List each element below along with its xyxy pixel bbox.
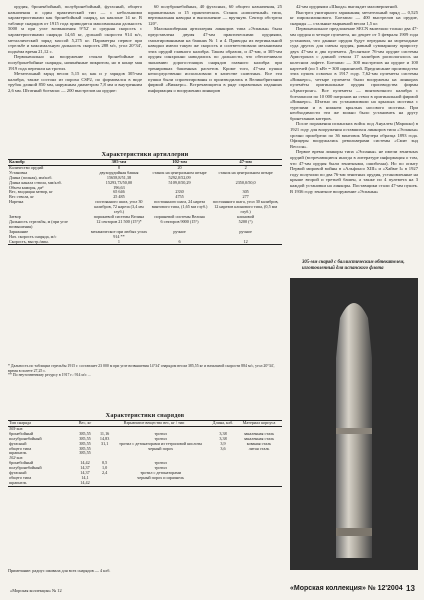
table-cell: 196,63: [113, 184, 125, 190]
table-cell: закаленная сталь: [243, 435, 275, 441]
table-cell: фугасный: [9, 470, 27, 476]
table-cell: 6: [150, 240, 209, 245]
footer-right: «Морская коллекция» № 12'2004: [290, 585, 403, 592]
table-row: [8, 240, 282, 245]
paragraph: Первое время линкоры типа «Эспанья» не имели зенитных орудий (встречающиеся иногда в литературе информация о том, что 47-мм орудия были зенитными, ошибочна). Но по опыту Первой мировой войны в «Альфонсо XIII» и «Хайме I» в 1927 году получили по два 76-мм зенитных орудия, установленные на крыше второй и третьей башен, а также по 4 пулемета на 3 каждой установки на линкоры. Поставщики стали 47-мм пушек. В 1936 году зенитное вооружение «Эспанья»: [290, 149, 418, 194]
table-cell: 3,38: [219, 430, 227, 436]
table-cell: 14,37: [80, 470, 90, 476]
table-cell: бронебойный: [9, 430, 34, 436]
table-cell: тротил с детонаторами: [140, 470, 181, 476]
table-cell: тротил с детонаторами из тетриловой кислоты: [119, 440, 203, 446]
table-cell: 15658,8/51,38: [106, 174, 132, 180]
table-cell: ручное: [239, 228, 252, 234]
table-cell: тротил: [154, 465, 167, 471]
table-cell: 12 секторов 21 500 (15°)*: [96, 218, 142, 224]
table-cell: 385,55: [79, 430, 91, 436]
paragraph: Малокалиберная артиллерия линкоров типа «Эспанья» была представлена двумя 47-мм практическими орудиями, смонтированными на башнях № 1 и 4. Приводы их вертикальной наводки имели такую же скорость и соответствовали механизмам этих орудий главного калибра. Таким образом, и 47-мм, и 305-мм орудия синхронно наводились по дальности, что обеспечивало экономию дорогостоящих снарядов главного калибра при тренировках башенных расчетов. Кроме того, 47-мм пушки непосредственно использовали в качестве салютных. Все эти пушки были спроектированы и производились в Великобритании фирмой «Виккерс». Встречающиеся в ряде справочных изданиях информация о вооружении линкоров: [148, 26, 282, 93]
table-cell: 385,55: [79, 440, 91, 446]
table-cell: поршневой системы Велина: [154, 213, 205, 219]
page-number: 13: [406, 584, 415, 593]
table-cell: Установка: [9, 169, 28, 175]
footer-left: «Морская коллекция» № 12: [10, 588, 62, 593]
table-cell: полубронебойный: [9, 465, 42, 471]
table-row: [8, 200, 282, 215]
table-cell: Нач. скорость снаряда, м/с: [9, 233, 57, 239]
paragraph: Метательный заряд весом 5,15 кг, как и у зарядов 305-мм калибра, также состоял из пороха CSP2, по формовался в виде трубок длиной 850 мм, наружным диаметром 7,8 мм и внутренним 2,6 мм. Штатный боезапас — 200 выстрелов на орудие:: [8, 71, 142, 93]
table-cell: постоянного шага, 24 нареза винтового типа, (1,65 мм глуб.): [151, 199, 208, 210]
photo-caption: 305-мм снаряд с баллистическим обтекателем, изготовленный для испанского флота: [302, 260, 405, 271]
table-cell: механическое при любых углах: [90, 228, 148, 234]
paragraph: 42-мм орудиями «Шкода» выглядит маловероятной.: [296, 4, 398, 9]
table-header: Взрывчатое вещество вес, кг / тип: [98, 421, 210, 427]
table-cell: 2,4: [102, 470, 108, 476]
footnote: * Дальность по таблицам стрельбы 1915 г. составляет 23 000 м при угле возвышения 14°34' снарядом весом 385,55 кг и начальной скорости 884 м/с, угол 20°34', время в полете 27,25 с.: [8, 364, 275, 373]
table-cell: Объем каморы, дм³: [9, 184, 44, 190]
table-header: Калибр: [8, 160, 88, 166]
table-cell: 3,9: [220, 440, 226, 446]
table-cell: фугасный: [9, 440, 27, 446]
table-footnotes: [8, 364, 282, 378]
group-label: 305-мм:: [9, 425, 24, 431]
table-cell: поршневой системы Велина: [93, 213, 145, 219]
table-cell: 1: [88, 240, 150, 245]
table-cell: тротил: [154, 435, 167, 441]
table-cell: общего типа: [9, 445, 32, 451]
table-cell: 12: [209, 240, 282, 245]
table-cell: 3,38: [219, 435, 227, 441]
table-cell: Затвор: [9, 213, 21, 219]
paragraph: После поражения испанских войск под Ануалем (Марокко) в 1921 году для вооружения оставшихся линкоров типа «Эспанья» срочно приобрели по 36 винтовок Маузера образца 1893 года. Офицеры вооружались револьверами системы «Смит энд Вессон».: [290, 121, 418, 149]
table-cell: [111, 481, 210, 486]
table-cell: [236, 481, 282, 486]
table-cell: полубронебойный: [9, 435, 42, 441]
table-cell: постоянного шага, угол 30 калибров, 72 нареза (3,4 мм глуб.): [94, 199, 144, 215]
table-cell: Нарезка: [9, 199, 24, 205]
table-cell: 5200 (°): [238, 218, 253, 224]
table-cell: 20: [177, 164, 182, 170]
table-cell: 14,37: [80, 465, 90, 471]
table-cell: 3,6: [220, 445, 226, 451]
shell-illustration: [290, 278, 418, 570]
paragraph: Первоначальное предложение SECN включало только два 47-мм орудия и четыре пулемета, но декрет от 5 февраля 1909 года установил, что данные орудия будут переданы на мореходные суда других для смены орудия, равный суммарному приросту двух 47-мм и два пулемета. Десантное 76-мм орудие системы Армстронга с длиной ствола 17 калибров располагалось на колесном лафете. Боезапас — 300 выстрелов на орудие и 100 картечей (по 5 кВт = 300 шрапнелей. Предписание производство этих пушек освоено в 1917 году. 7,62-мм пулеметы системы «Виккерс», четыре пулемета были вооружены на линкорах пулемёты оригинальные орудия производства фирмы «Армстронг». Все пулеметы — винтовочного калибра с боезапасом по 10 000 патронов на ствол в оригинальной фирмой «Виккерс». Штатно их устанавливали на крыльях мостика с турелями и в нижнем крыльях носового мостика. При необходимости эти же можно было установить на другу бронетанков катеров.: [290, 26, 418, 121]
table-header: Материал корпуса: [236, 421, 282, 427]
table-cell: тротил: [154, 430, 167, 436]
paragraph: 60 полубронебойных, 40 фугасных, 60 общего назначения, 25 шрапнельных и 15 практических. Станок «шпилечный» типа, вертикальная наводка и выполнение — вручную. Сектор обстрела 120°.: [148, 4, 282, 26]
table-cell: 65 646: [113, 189, 125, 195]
table-header: 47-мм: [209, 160, 282, 166]
table-cell: 2: [244, 164, 247, 170]
table-row: [8, 481, 282, 486]
table-cell: 31,1: [100, 440, 109, 446]
table-cell: шрапнель: [9, 450, 27, 456]
table-cell: 305: [242, 189, 249, 195]
artillery-table: [8, 159, 282, 245]
table-cell: 14,42: [72, 481, 98, 486]
table-cell: 385,55: [79, 450, 91, 456]
table-cell: 14,42: [80, 460, 90, 466]
table-cell: 2350,0/50,0: [235, 179, 256, 185]
paragraph: Выстрел унитарного заряжания; метательный заряд — 0,525 кг пироксилинового. Боезапас — 400 выстрелов на орудие, снаряды — стальные вырывной весом 1,5 кг.: [290, 9, 418, 26]
table-cell: 8: [117, 164, 120, 170]
table-header: Вес, кг: [72, 421, 98, 427]
table-cell: Длина канала ствола, мм/клб.: [9, 179, 62, 185]
table-cell: 11,16: [99, 430, 110, 436]
table-cell: 1,0: [102, 465, 108, 471]
table-cell: бронебойный: [9, 460, 34, 466]
table-cell: 0,5: [102, 460, 108, 466]
table-cell: станок на центральном штыре: [152, 169, 207, 175]
table-cell: Вес, входящая затвор, кг: [9, 189, 53, 195]
table-header: 102-мм: [150, 160, 209, 166]
shells-table: [8, 420, 282, 487]
table-cell: кованая сталь: [246, 440, 272, 446]
table-cell: 277: [242, 194, 249, 200]
table-cell: литая сталь: [248, 445, 270, 451]
table-cell: двухорудийная башня: [99, 169, 139, 175]
table-cell: 2330: [175, 189, 184, 195]
table-cell: 15293,73/50,00: [105, 179, 133, 185]
table-cell: 5109,0/50,29: [168, 179, 191, 185]
table-header: 305-мм: [88, 160, 150, 166]
table-cell: 14,1: [81, 474, 89, 480]
table-cell: 25 485: [113, 194, 125, 200]
table-cell: клиновой: [237, 213, 255, 219]
table-cell: 914 **: [113, 233, 125, 239]
table-title-shells: Характеристики снарядов: [105, 412, 185, 419]
table-cell: 385,55: [79, 435, 91, 441]
table-cell: черный порох и шрапнель: [137, 474, 184, 480]
table-cell: черный порох: [148, 445, 174, 451]
table-cell: Длина (полная), мм/клб.: [9, 174, 53, 180]
table-header: Тип снаряда: [8, 421, 72, 427]
text-column-3: [290, 4, 418, 256]
group-label: 102-мм:: [9, 455, 24, 461]
table-cell: 14,83: [99, 435, 110, 441]
table-cell: Заряжание: [9, 228, 29, 234]
table-cell: Вес ствола, кг: [9, 194, 35, 200]
table-header: Длина, клб.: [210, 421, 236, 427]
table-cell: тротил: [154, 460, 167, 466]
table-cell: 5292,0/52,09: [168, 174, 191, 180]
table-note: Примечание: радиус оживала для всех снарядов — 4 клб.: [8, 568, 111, 573]
table-cell: станок на центральном штыре: [218, 169, 273, 175]
shell-photo: [290, 278, 418, 570]
paragraph: Первоначально на вооружение стояли бронебойные и полубронебойные снаряды, начинённые пикритом, но в конце мая 1919 года перешли на тротил.: [8, 54, 142, 71]
text-column-2: [148, 4, 282, 94]
table-cell: [98, 481, 111, 486]
table-cell: шрапнель: [8, 481, 72, 486]
footnote: ** По неуточненному ресурсу в 1917 г.: 914 м/с ...: [8, 373, 91, 378]
table-cell: постоянного шага, угол 30 калибров, 12 нарезов клинового типа, (0,5 мм глуб.): [212, 199, 279, 215]
table-title-artillery: Характеристики артиллерии: [101, 151, 189, 158]
table-cell: закаленная сталь: [243, 430, 275, 436]
table-cell: 385,55: [79, 445, 91, 451]
text-column-1: [8, 4, 142, 94]
table-cell: [210, 481, 236, 486]
table-cell: 4755: [175, 194, 184, 200]
table-cell: Дальность стрельбы, м (при угле возвышения): [9, 218, 68, 229]
table-cell: 6 секторов 9000 (15°): [160, 218, 199, 224]
table-cell: Количество орудий: [9, 164, 44, 170]
paragraph: орудия, броненбойный, полубронебойный, фугасный, общего назначения и один практический тип — с небольшими характеристиками как бронебойный снаряд, на наклоне 14 кг. В таблице снарядов от 1915 года приводятся максимальная дальность 5000 м при угле возвышения 9°52' и средняя скорость с характеристиками снаряда 14,65 кг, дульной скорости 914 м/с, металлический заряд массой 5,275 кг. Параметры первое при стрельбе и максимальную дальность скорость 288 м/с, угол 20°34', подъёма время 21,12 с.: [8, 4, 142, 54]
table-cell: общего типа: [9, 474, 32, 480]
table-cell: Скорость, выстр./мин.: [8, 240, 88, 245]
table-cell: ручное: [173, 228, 186, 234]
